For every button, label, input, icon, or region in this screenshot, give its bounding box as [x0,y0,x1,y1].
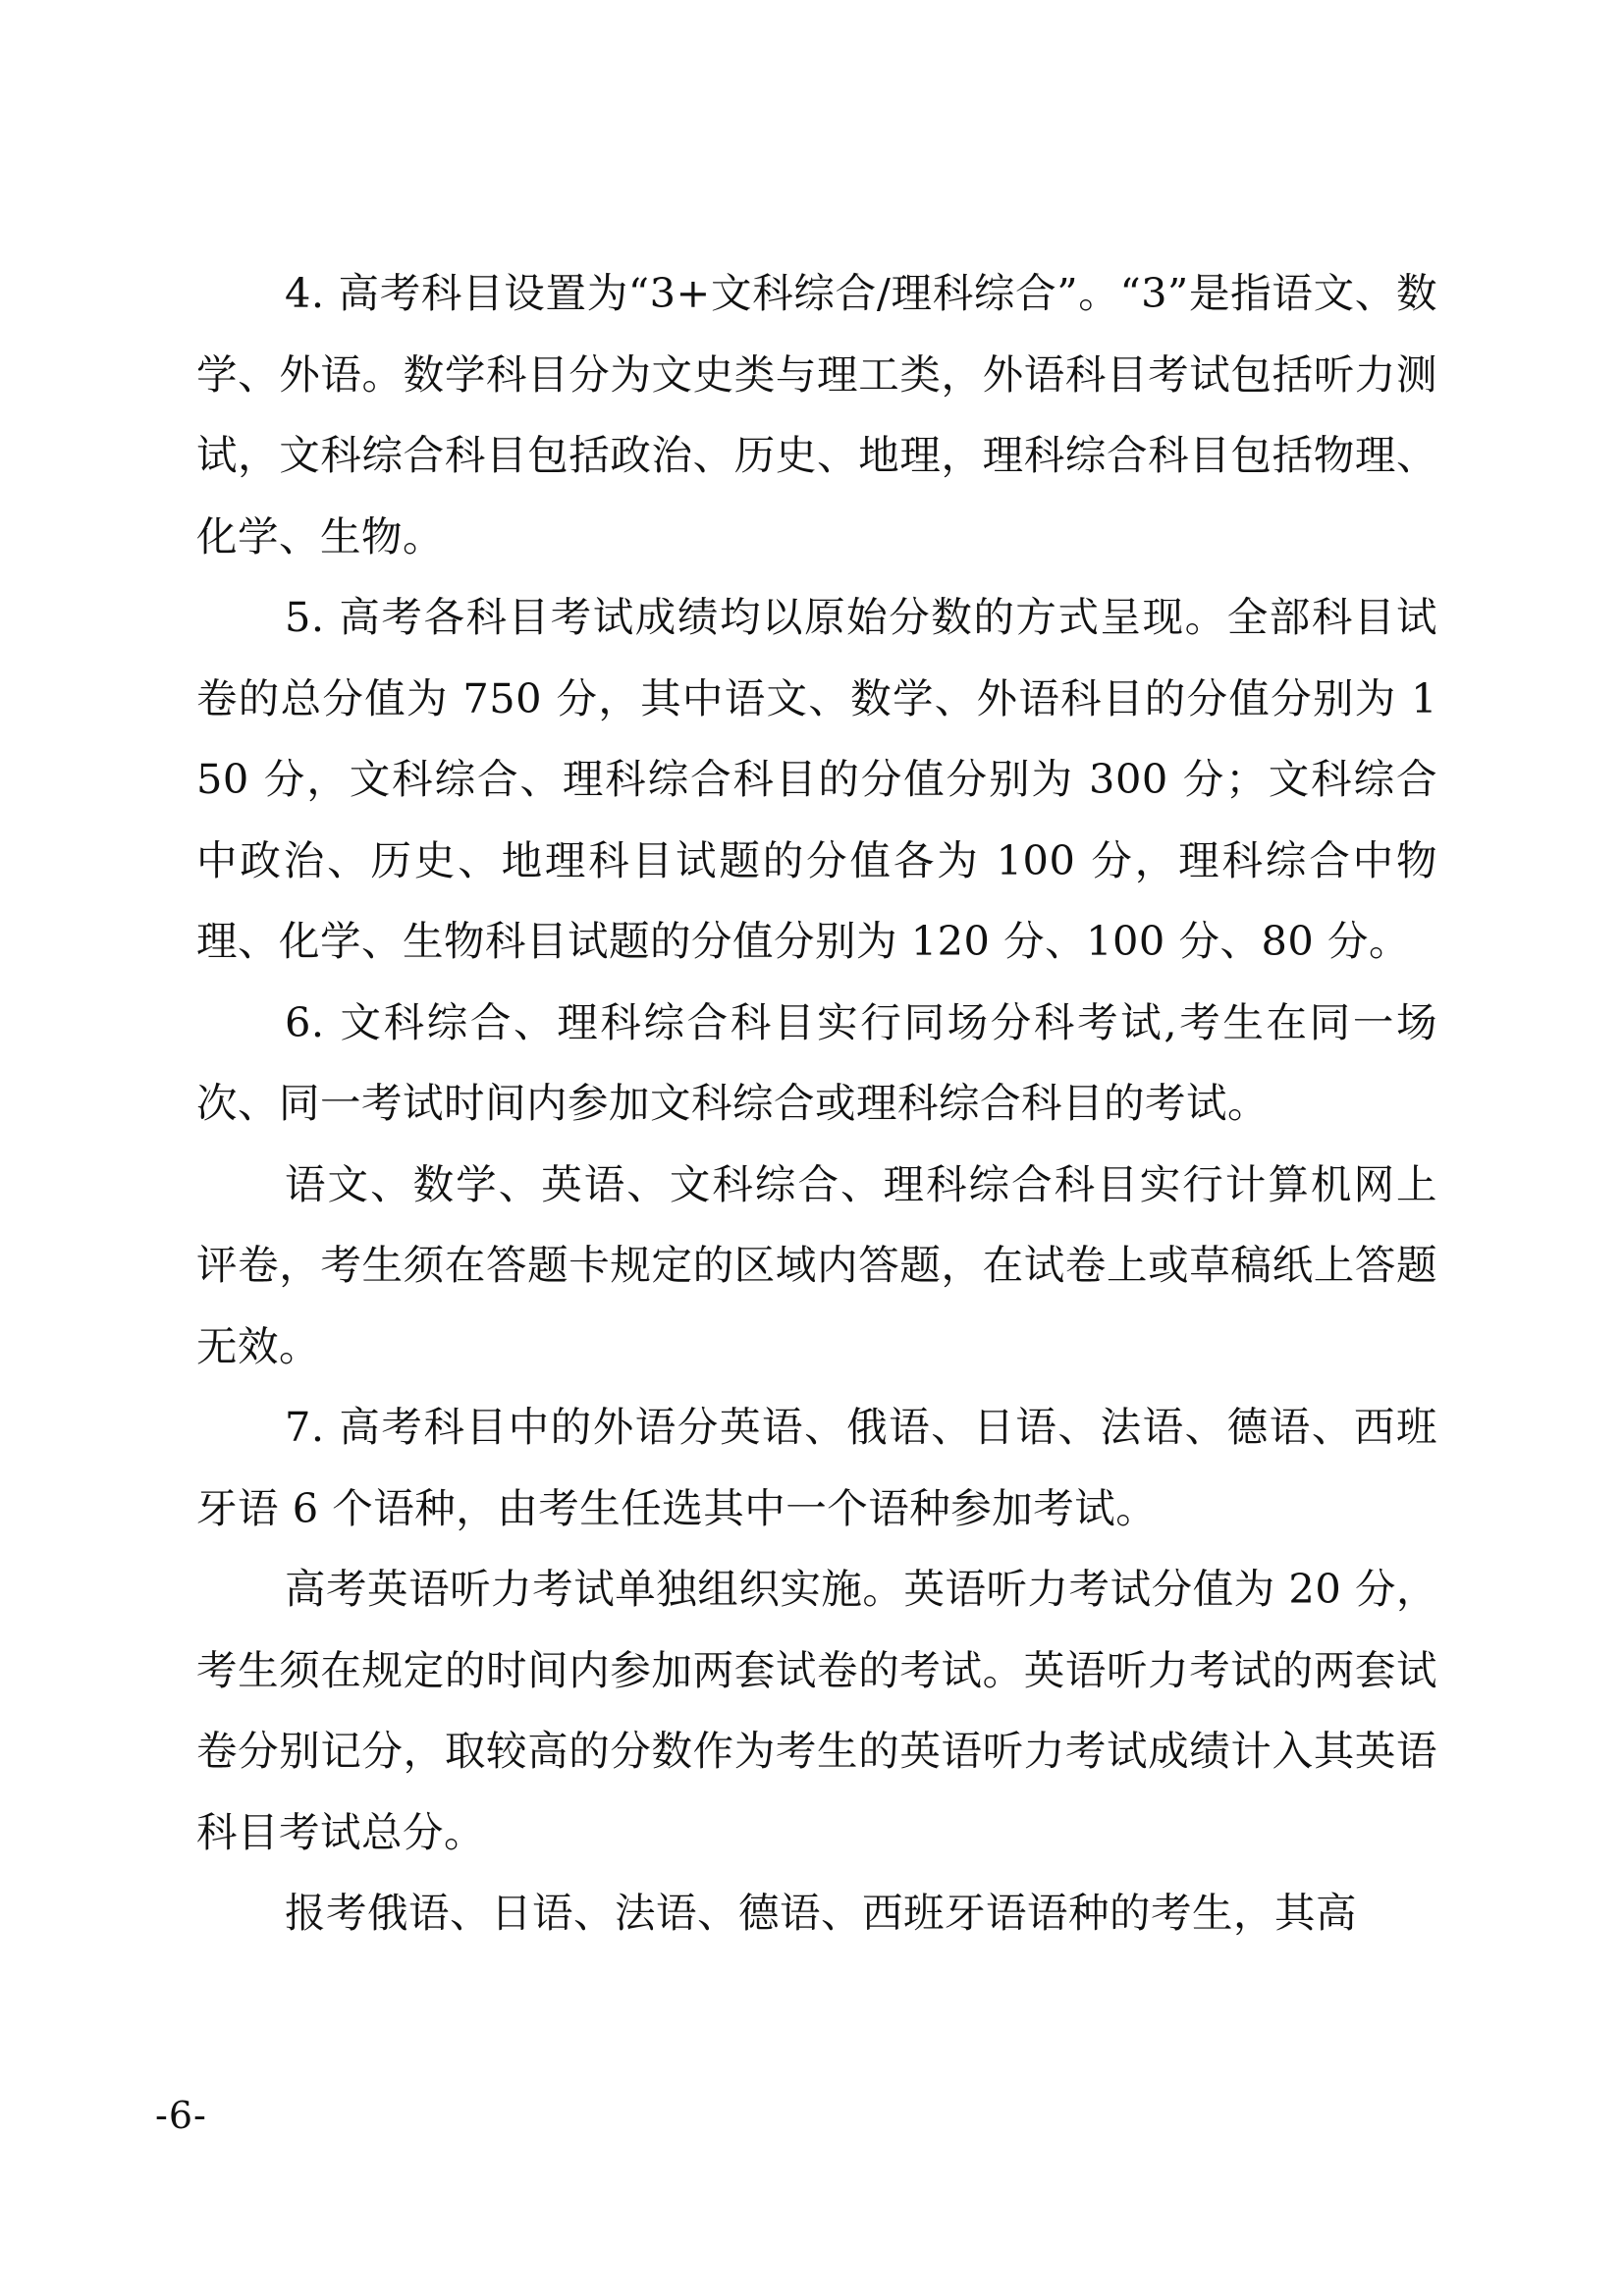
paragraph-foreign-languages: 7. 高考科目中的外语分英语、俄语、日语、法语、德语、西班牙语 6 个语种，由考生任选其中一个语种参加考试。 [196,1403,1437,1532]
paragraph-combined-exam: 6. 文科综合、理科综合科目实行同场分科考试,考生在同一场次、同一考试时间内参加文科综合或理科综合科目的考试。 [196,997,1437,1127]
page-number: -6- [155,2094,207,2137]
body-text [196,253,1437,1954]
paragraph-online-marking: 语文、数学、英语、文科综合、理科综合科目实行计算机网上评卷，考生须在答题卡规定的区域内答题，在试卷上或草稿纸上答题无效。 [196,1159,1437,1370]
paragraph-subject-setup: 4. 高考科目设置为“3+文科综合/理科综合”。“3”是指语文、数学、外语。数学科目分为文史类与理工类，外语科目考试包括听力测试，文科综合科目包括政治、历史、地理，理科综合科目包括物理、化学、生物。 [196,269,1437,561]
paragraph-other-languages: 报考俄语、日语、法语、德语、西班牙语语种的考生，其高 [285,1889,1358,1937]
paragraph-listening-test: 高考英语听力考试单独组织实施。英语听力考试分值为 20 分，考生须在规定的时间内参加两套试卷的考试。英语听力考试的两套试卷分别记分，取较高的分数作为考生的英语听力考试成绩计入其英语科目考试总分。 [196,1565,1437,1856]
paragraph-score-values: 5. 高考各科目考试成绩均以原始分数的方式呈现。全部科目试卷的总分值为 750 分，其中语文、数学、外语科目的分值分别为 150 分，文科综合、理科综合科目的分值分别为 300 分；文科综合中政治、历史、地理科目试题的分值各为 100 分，理科综合中物理、化学、生物科目试题的分值分别为 120 分、100 分、80 分。 [196,593,1437,965]
